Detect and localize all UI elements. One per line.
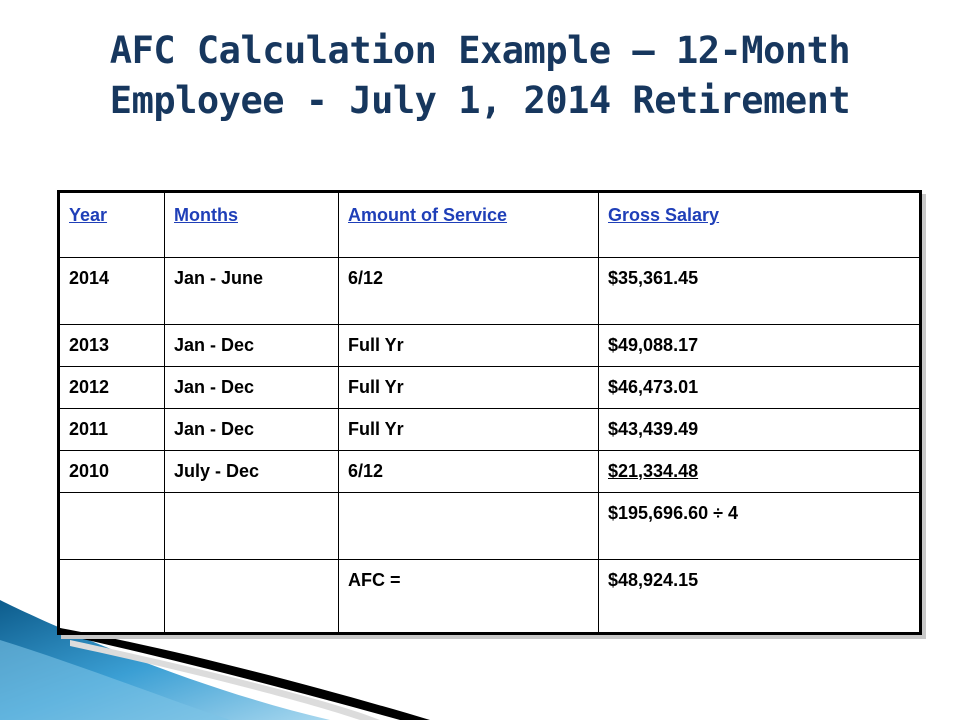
cell-salary: $49,088.17 xyxy=(599,325,921,367)
cell-year: 2012 xyxy=(59,367,165,409)
cell-months: Jan - Dec xyxy=(165,325,339,367)
table-header-row xyxy=(59,192,921,258)
cell-afc-value: $48,924.15 xyxy=(599,560,921,634)
afc-table xyxy=(57,190,922,635)
cell-service: 6/12 xyxy=(339,451,599,493)
title-line-2: Employee - July 1, 2014 Retirement xyxy=(109,79,851,122)
cell-salary: $35,361.45 xyxy=(599,258,921,325)
cell-empty xyxy=(165,560,339,634)
header-months: Months xyxy=(165,192,339,258)
cell-service: Full Yr xyxy=(339,367,599,409)
afc-result-row xyxy=(59,560,921,634)
blue-wave-highlight xyxy=(0,640,230,720)
header-year: Year xyxy=(59,192,165,258)
title-line-1: AFC Calculation Example – 12-Month xyxy=(109,29,851,72)
cell-salary: $21,334.48 xyxy=(599,451,921,493)
cell-months: Jan - Dec xyxy=(165,409,339,451)
cell-year: 2013 xyxy=(59,325,165,367)
cell-service: Full Yr xyxy=(339,409,599,451)
slide-title xyxy=(40,26,920,126)
cell-year: 2014 xyxy=(59,258,165,325)
light-swoosh xyxy=(70,640,380,720)
cell-service: 6/12 xyxy=(339,258,599,325)
header-amount-of-service: Amount of Service xyxy=(339,192,599,258)
cell-months: July - Dec xyxy=(165,451,339,493)
table-row xyxy=(59,325,921,367)
cell-months: Jan - June xyxy=(165,258,339,325)
cell-empty xyxy=(59,560,165,634)
cell-service: Full Yr xyxy=(339,325,599,367)
cell-empty xyxy=(165,493,339,560)
cell-empty xyxy=(59,493,165,560)
cell-empty xyxy=(339,493,599,560)
cell-salary: $46,473.01 xyxy=(599,367,921,409)
table-row xyxy=(59,258,921,325)
black-swoosh xyxy=(60,628,430,720)
header-gross-salary: Gross Salary xyxy=(599,192,921,258)
cell-year: 2010 xyxy=(59,451,165,493)
cell-year: 2011 xyxy=(59,409,165,451)
cell-months: Jan - Dec xyxy=(165,367,339,409)
cell-salary: $43,439.49 xyxy=(599,409,921,451)
table-row xyxy=(59,451,921,493)
table-row xyxy=(59,409,921,451)
table-row xyxy=(59,367,921,409)
total-row xyxy=(59,493,921,560)
cell-afc-label: AFC = xyxy=(339,560,599,634)
cell-total-divided: $195,696.60 ÷ 4 xyxy=(599,493,921,560)
